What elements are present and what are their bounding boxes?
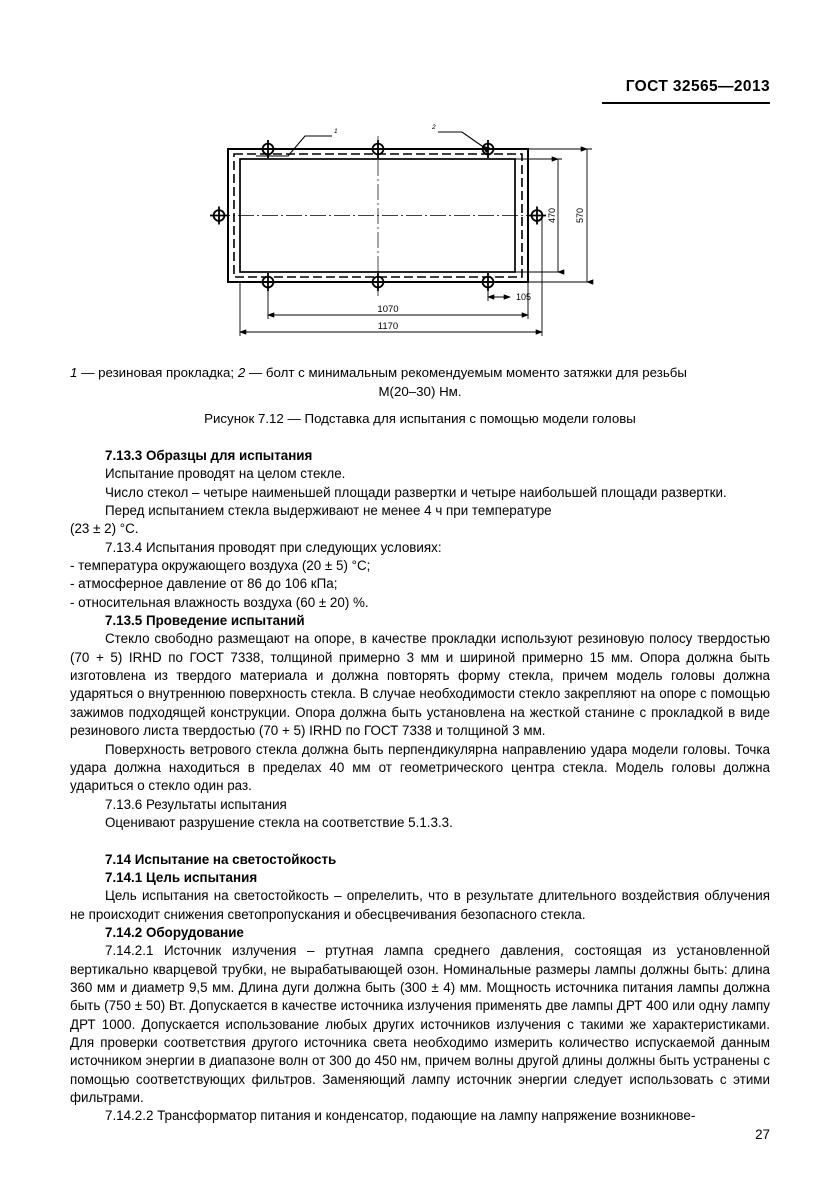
bolt-marker xyxy=(369,273,387,291)
bullet-7-13-4-1: - температура окружающего воздуха (20 ± 5) °С; xyxy=(70,558,371,574)
heading-7-13-3: 7.13.3 Образцы для испытания xyxy=(105,448,313,463)
dimension-1170 xyxy=(240,216,542,337)
legend-item-1-number: 1 xyxy=(70,365,78,380)
para-7-14-2-2: 7.14.2.2 Трансформатор питания и конденсатор, подающие на лампу напряжение возникнове- xyxy=(105,1108,696,1124)
figure-legend-line-1 xyxy=(70,363,770,382)
para-7-13-3-3: Перед испытанием стекла выдерживают не менее 4 ч при температуре xyxy=(105,503,552,519)
legend-item-2-text: — болт с минимальным рекомендуемым моменто затяжки для резьбы xyxy=(245,365,687,380)
heading-7-14: 7.14 Испытание на светостойкость xyxy=(105,851,337,867)
para-7-13-3-4: (23 ± 2) °С. xyxy=(70,521,139,537)
bolt-marker xyxy=(528,207,546,225)
figure-caption: Рисунок 7.12 — Подставка для испытания с помощью модели головы xyxy=(204,411,636,426)
callout-1-label: 1 xyxy=(334,128,338,135)
figure-legend-line-2: М(20–30) Нм. xyxy=(378,384,462,399)
standard-header: ГОСТ 32565—2013 xyxy=(625,78,770,95)
bullet-7-13-4-2: - атмосферное давление от 86 до 106 кПа; xyxy=(70,576,338,592)
bolt-marker xyxy=(479,140,497,158)
para-7-14-2-1: 7.14.2.1 Источник излучения – ртутная лампа среднего давления, состоящая из установленной вертикально кварцевой трубки, не вырабатывающей озон. Номинальные размеры лампы должны быть: длина 360 мм и диаметр 9,5 мм. Длина дуги должна быть (300 ± 4) мм. Мощность источника питания лампы должна быть (750 ± 50) Вт. Допускается в качестве источника излучения применять две лампы ДРТ 400 или одну лампу ДРТ 1000. Допускается использование любых других источников излучения с такими же характеристиками. Для проверки соответствия другого источника света необходимо измерить количество испускаемой данным источником энергии в диапазоне волн от 300 до 450 нм, причем волны другой длины должны быть устранены с помощью соответствующих фильтров. Заменяющий лампу источник энергии следует использовать с этими фильтрами. xyxy=(70,943,770,1106)
dimension-105 xyxy=(488,282,510,301)
para-7-14-1-1: Цель испытания на светостойкость – опрелелить, что в результате длительного воздействия облучения не происходит снижения светопропускания и обесцвечивания безопасного стекла. xyxy=(70,888,770,922)
dimension-470-label: 470 xyxy=(547,207,557,224)
heading-7-14-1: 7.14.1 Цель испытания xyxy=(105,869,258,885)
bolt-marker xyxy=(369,140,387,158)
dimension-1070-label: 1070 xyxy=(377,304,399,315)
dimension-105-label: 105 xyxy=(516,292,532,302)
heading-7-14-2: 7.14.2 Оборудование xyxy=(105,924,244,940)
figure-legend xyxy=(70,363,770,401)
bullet-7-13-4-3: - относительная влажность воздуха (60 ± 20) %. xyxy=(70,594,369,610)
section-spacer xyxy=(70,832,770,850)
figure-7-12-drawing xyxy=(0,120,840,345)
heading-7-13-4: 7.13.4 Испытания проводят при следующих условиях: xyxy=(105,539,442,555)
callout-2-leader xyxy=(438,132,482,146)
heading-7-13-5: 7.13.5 Проведение испытаний xyxy=(105,613,305,629)
dimension-1170-label: 1170 xyxy=(377,321,399,332)
para-7-13-3-2: Число стекол – четыре наименьшей площади развертки и четыре наибольшей площади развертки. xyxy=(105,484,727,500)
para-7-13-6-1: Оценивают разрушение стекла на соответствие 5.1.3.3. xyxy=(105,814,453,830)
para-7-13-3-1: Испытание проводят на целом стекле. xyxy=(105,466,346,482)
bolt-marker xyxy=(259,140,277,158)
para-7-13-5-1: Стекло свободно размещают на опоре, в качестве прокладки используют резиновую полосу твердостью (70 + 5) IRHD по ГОСТ 7338, толщиной примерно 3 мм и шириной примерно 15 мм. Опора должна быть изготовлена из твердого материала и должна повторять форму стекла, причем модель головы должна ударяться о внутреннюю поверхность стекла. В случае необходимости стекло закрепляют на опоре с помощью зажимов подходящей конструкции. Опора должна быть установлена на жесткой станине с прокладкой в виде резинового листа твердостью (70 + 5) IRHD по ГОСТ 7338 и толщиной 3 мм. xyxy=(70,631,770,739)
para-7-13-5-2: Поверхность ветрового стекла должна быть перпендикулярна направлению удара модели головы. Точка удара должна находиться в пределах 40 мм от геометрического центра стекла. Модель головы должна удариться о стекло один раз. xyxy=(70,741,770,794)
document-body xyxy=(70,447,770,1126)
page-number: 27 xyxy=(755,1127,770,1142)
legend-item-1-text: — резиновая прокладка; xyxy=(77,365,238,380)
legend-item-2-number: 2 xyxy=(237,365,246,380)
header-rule xyxy=(602,102,770,104)
stand-diagram-svg xyxy=(210,120,630,345)
bolt-marker xyxy=(210,207,228,225)
heading-7-13-6: 7.13.6 Результаты испытания xyxy=(105,796,287,812)
callout-2-label: 2 xyxy=(432,124,436,131)
dimension-570-label: 570 xyxy=(575,207,585,224)
